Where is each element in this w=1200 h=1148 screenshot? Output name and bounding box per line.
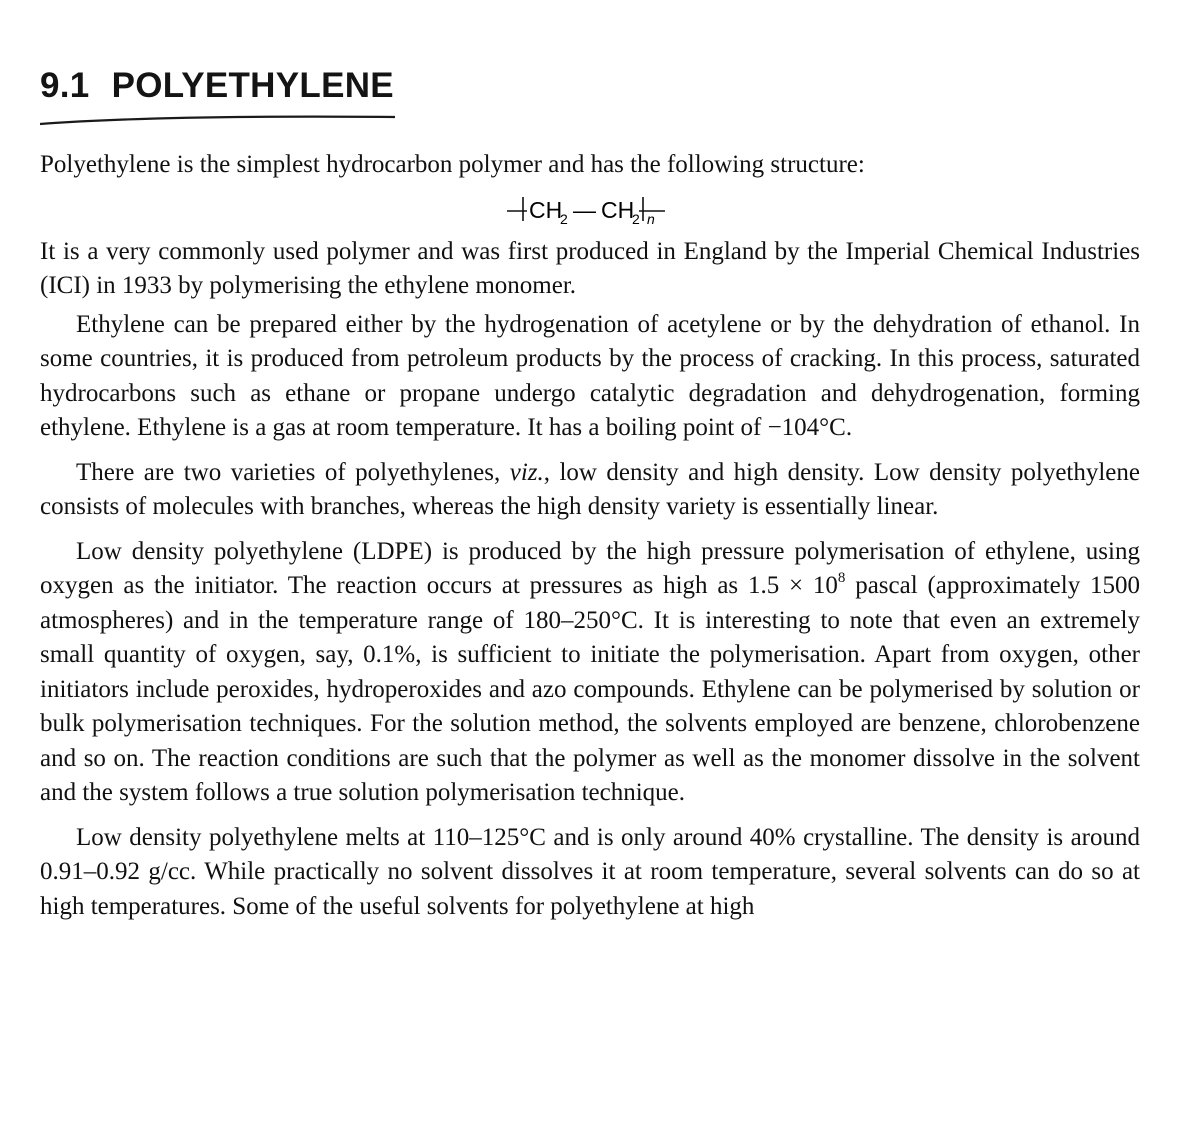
ldpe-paragraph (40, 535, 1140, 811)
ldpe-text-start: Low density polyethylene (LDPE) is produced by the high pressure polymerisation of ethylene, using oxygen as the initiator. The reaction occurs at pressures as high as 1.5 × 10 (40, 537, 1140, 599)
subscript-2-first: 2 (560, 210, 568, 227)
intro-paragraph: Polyethylene is the simplest hydrocarbon polymer and has the following structure: (40, 151, 865, 178)
repeat-unit-ch2-second: CH (601, 196, 635, 223)
preparation-paragraph: Ethylene can be prepared either by the hydrogenation of acetylene or by the dehydration of ethanol. In some countries, it is produced from petroleum products by the process of cracking. In this process, saturated hydrocarbons such as ethane or propane undergo catalytic degradation and dehydrogenation, forming ethylene. Ethylene is a gas at room temperature. It has a boiling point of −104°C. (40, 310, 1140, 441)
section-heading (40, 66, 394, 106)
pressure-exponent: 8 (837, 569, 846, 586)
section-number: 9.1 (40, 66, 90, 105)
melting-paragraph: Low density polyethylene melts at 110–125°C and is only around 40% crystalline. The density is around 0.91–0.92 g/cc. While practically no solvent dissolves it at room temperature, several solvents can do so at high temperatures. Some of the useful solvents for polyethylene at high (40, 823, 1140, 920)
bond-dash: — (573, 196, 596, 223)
subscript-2-second: 2 (632, 210, 640, 227)
varieties-text-end: , low density and high density. Low density polyethylene consists of molecules with branches, whereas the high density variety is essentially linear. (40, 458, 1140, 520)
body-text (40, 148, 1140, 924)
viz-abbreviation: viz. (509, 458, 544, 486)
repeat-unit-ch2-first: CH (529, 196, 563, 223)
heading-underline (40, 114, 395, 126)
subscript-n: n (647, 210, 655, 227)
varieties-paragraph (40, 456, 1140, 525)
history-paragraph: It is a very commonly used polymer and was first produced in England by the Imperial Chemical Industries (ICI) in 1933 by polymerising the ethylene monomer. (40, 237, 1140, 299)
polyethylene-structure (505, 189, 675, 229)
structure-formula (40, 185, 1140, 231)
section-title: POLYETHYLENE (111, 66, 394, 105)
ldpe-text-end: pascal (approximately 1500 atmospheres) and in the temperature range of 180–250°C. It is interesting to note that even an extremely small quantity of oxygen, say, 0.1%, is sufficient to initiate the polymerisation. Apart from oxygen, other initiators include peroxides, hydroperoxides and azo compounds. Ethylene can be polymerised by solution or bulk polymerisation techniques. For the solution method, the solvents employed are benzene, chlorobenzene and so on. The reaction conditions are such that the polymer as well as the monomer dissolve in the solvent and the system follows a true solution polymerisation technique. (40, 572, 1140, 806)
varieties-text-start: There are two varieties of polyethylenes, (76, 458, 510, 486)
